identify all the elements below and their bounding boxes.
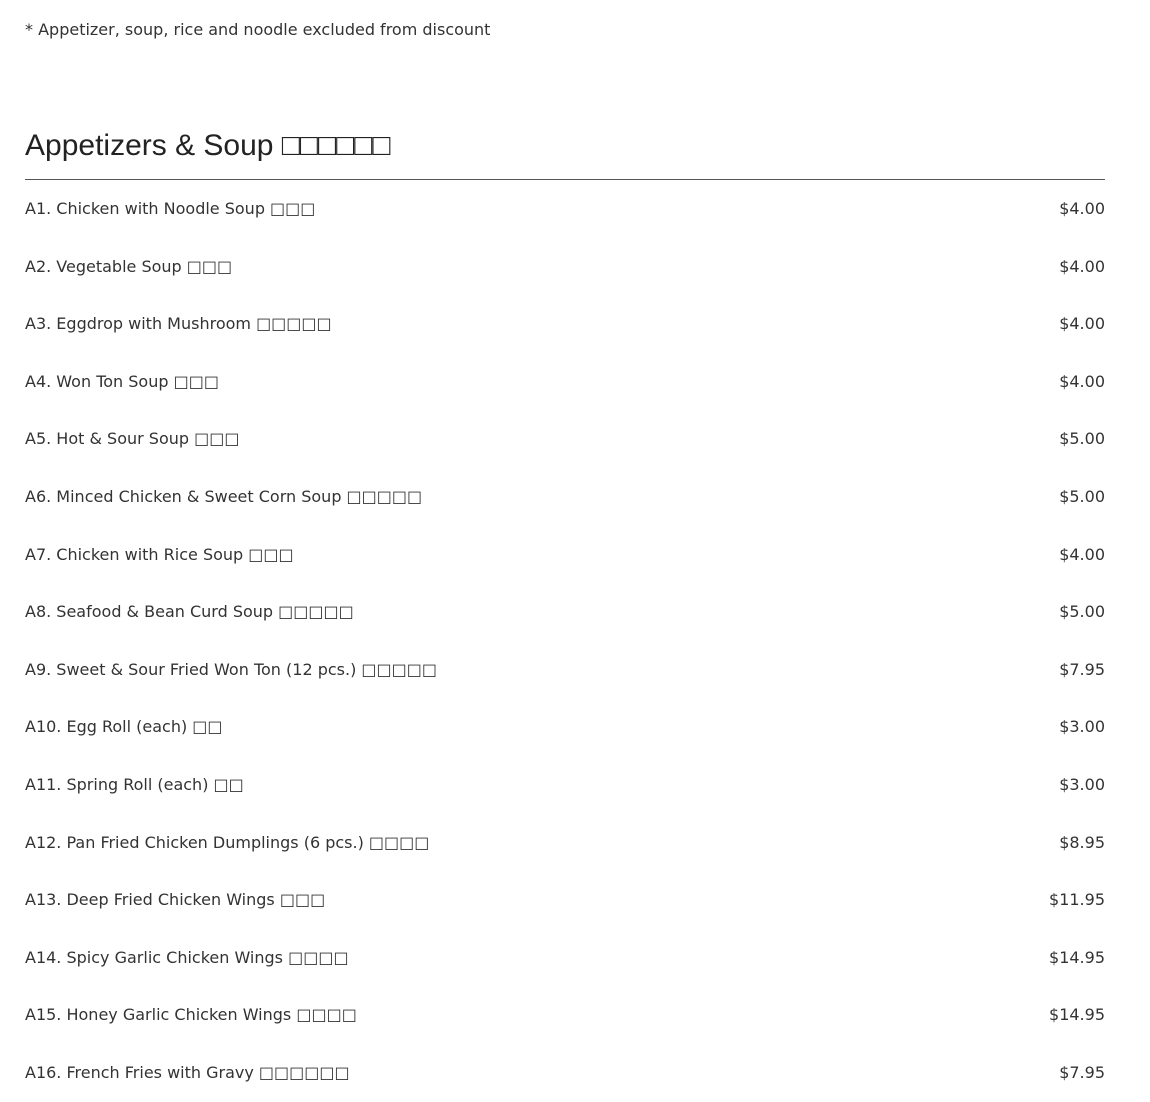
menu-list [25,180,1105,1102]
item-name: A3. Eggdrop with Mushroom □□□□□ [25,314,332,334]
menu-item [25,698,1105,756]
item-price: $3.00 [1059,774,1105,794]
item-name: A10. Egg Roll (each) □□ [25,717,223,737]
item-price: $3.00 [1059,717,1105,737]
item-name: A6. Minced Chicken & Sweet Corn Soup □□□□□ [25,486,423,506]
item-name: A12. Pan Fried Chicken Dumplings (6 pcs.) □□□□ [25,832,430,852]
menu-item [25,468,1105,526]
item-name: A14. Spicy Garlic Chicken Wings □□□□ [25,947,349,967]
menu-item [25,1044,1105,1102]
item-name: A13. Deep Fried Chicken Wings □□□ [25,890,326,910]
menu-item [25,641,1105,699]
item-price: $4.00 [1059,199,1105,218]
item-price: $14.95 [1049,1005,1105,1025]
menu-item [25,295,1105,353]
item-price: $4.00 [1059,544,1105,564]
item-price: $11.95 [1049,890,1105,910]
menu-item [25,526,1105,584]
menu-item [25,986,1105,1044]
item-name: A1. Chicken with Noodle Soup □□□ [25,199,316,218]
item-price: $14.95 [1049,947,1105,967]
item-name: A8. Seafood & Bean Curd Soup □□□□□ [25,602,354,622]
item-price: $8.95 [1059,832,1105,852]
item-name: A4. Won Ton Soup □□□ [25,371,219,391]
item-price: $5.00 [1059,486,1105,506]
item-price: $4.00 [1059,314,1105,334]
item-name: A5. Hot & Sour Soup □□□ [25,429,240,449]
item-price: $4.00 [1059,371,1105,391]
menu-item [25,583,1105,641]
discount-note: * Appetizer, soup, rice and noodle excluded from discount [25,20,491,39]
item-name: A7. Chicken with Rice Soup □□□ [25,544,294,564]
item-name: A9. Sweet & Sour Fried Won Ton (12 pcs.) □□□□□ [25,659,437,679]
item-name: A11. Spring Roll (each) □□ [25,774,244,794]
menu-item [25,353,1105,411]
item-price: $5.00 [1059,429,1105,449]
menu-item [25,871,1105,929]
menu-item [25,238,1105,296]
item-name: A16. French Fries with Gravy □□□□□□ [25,1062,350,1082]
menu-item [25,410,1105,468]
item-price: $7.95 [1059,1062,1105,1082]
section-title: Appetizers & Soup □□□□□□ [25,129,391,162]
item-price: $4.00 [1059,256,1105,276]
item-price: $5.00 [1059,602,1105,622]
item-name: A2. Vegetable Soup □□□ [25,256,233,276]
menu-item [25,929,1105,987]
menu-item [25,756,1105,814]
menu-item [25,180,1105,238]
item-name: A15. Honey Garlic Chicken Wings □□□□ [25,1005,357,1025]
menu-item [25,814,1105,872]
item-price: $7.95 [1059,659,1105,679]
